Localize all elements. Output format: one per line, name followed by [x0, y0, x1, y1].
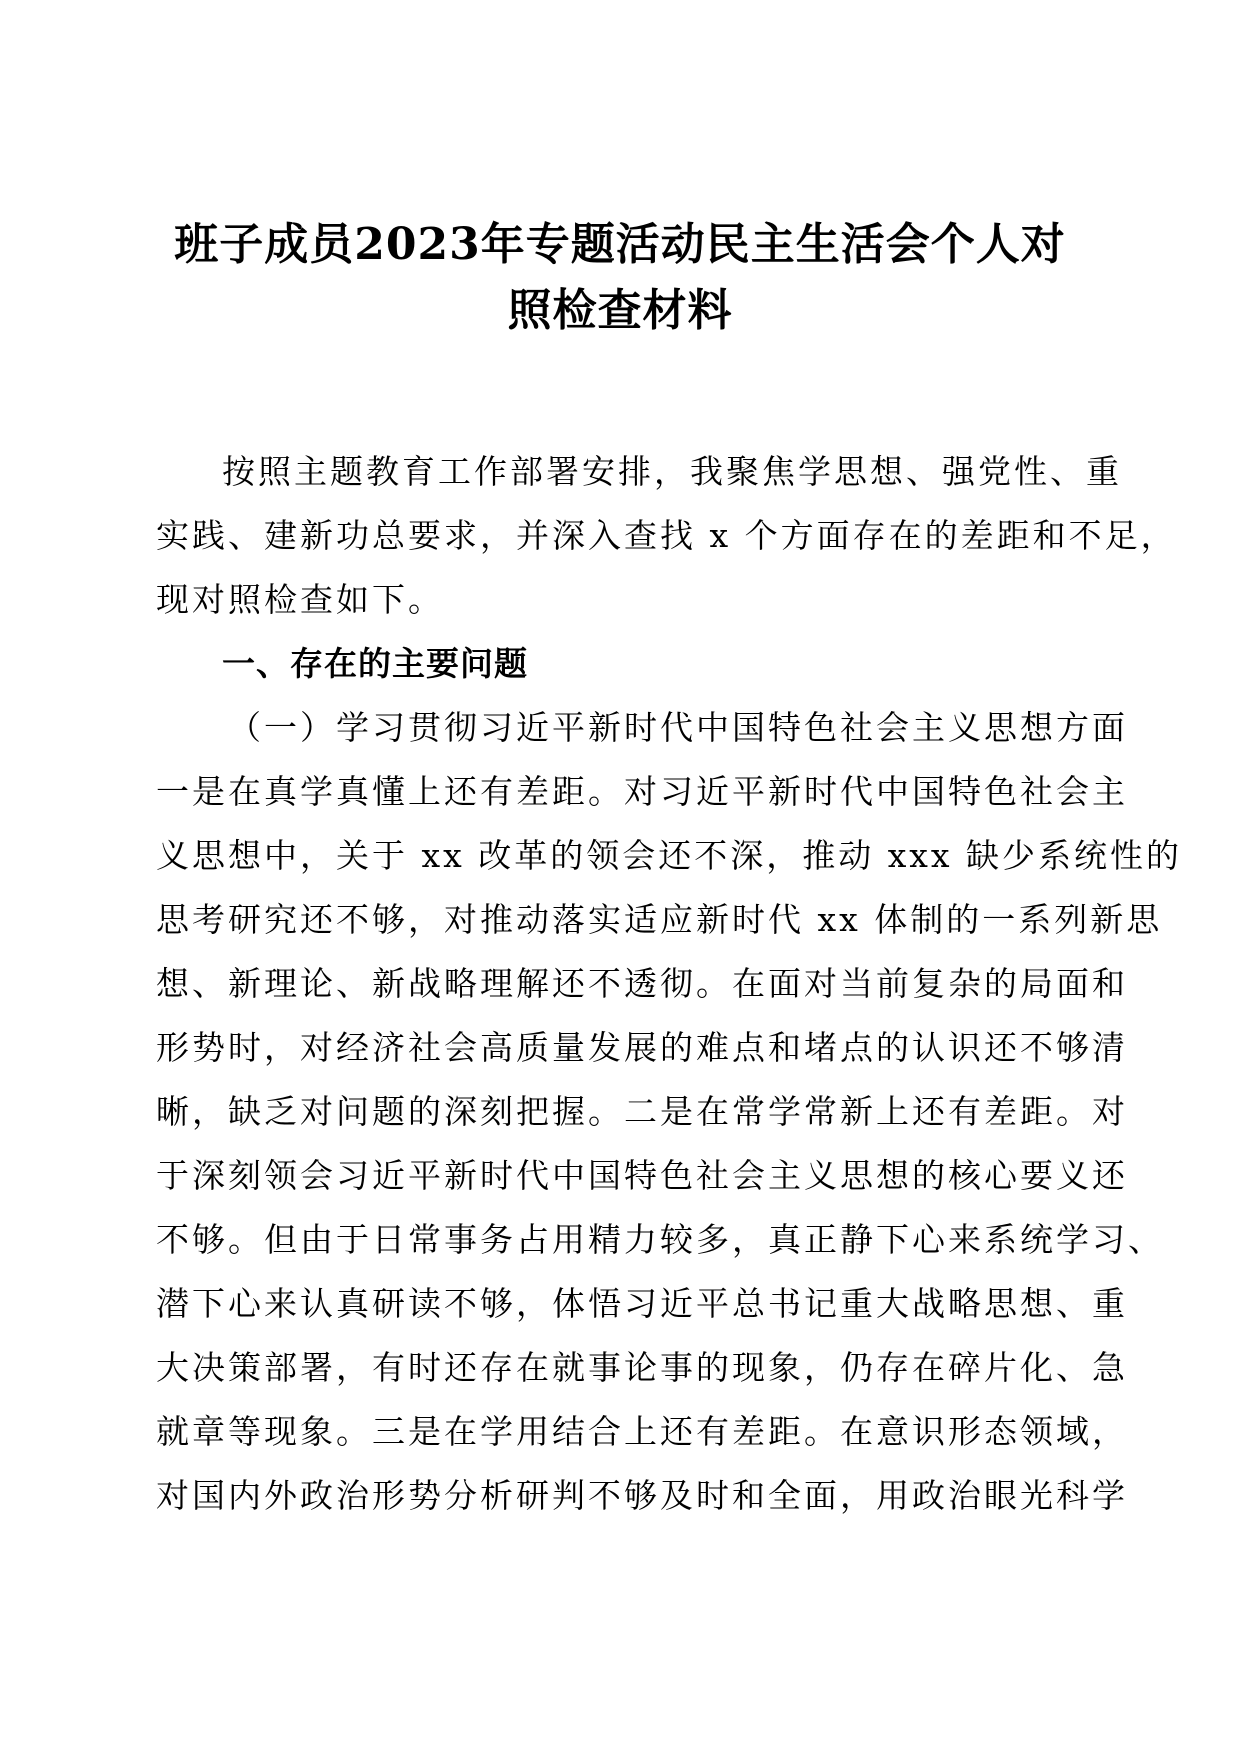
title-line-1: 班子成员2023年专题活动民主生活会个人对 — [174, 219, 1066, 270]
body-line-4: 想、新理论、新战略理解还不透彻。在面对当前复杂的局面和 — [156, 964, 1128, 1003]
body-line-11: 就章等现象。三是在学用结合上还有差距。在意识形态领域， — [156, 1412, 1128, 1451]
body-line-12: 对国内外政治形势分析研判不够及时和全面，用政治眼光科学 — [156, 1476, 1128, 1515]
body-line-3: 思考研究还不够，对推动落实适应新时代 xx 体制的一系列新思 — [156, 900, 1163, 939]
body-line-6: 晰，缺乏对问题的深刻把握。二是在常学常新上还有差距。对 — [156, 1092, 1128, 1131]
document-title — [140, 212, 1100, 344]
intro-line-3: 现对照检查如下。 — [156, 580, 444, 619]
body-line-10: 大决策部署，有时还存在就事论事的现象，仍存在碎片化、急 — [156, 1348, 1128, 1387]
title-line-2: 照检查材料 — [507, 285, 733, 336]
body-line-1: 一是在真学真懂上还有差距。对习近平新时代中国特色社会主 — [156, 772, 1128, 811]
body-line-5: 形势时，对经济社会高质量发展的难点和堵点的认识还不够清 — [156, 1028, 1128, 1067]
body-line-8: 不够。但由于日常事务占用精力较多，真正静下心来系统学习、 — [156, 1220, 1164, 1259]
body-line-9: 潜下心来认真研读不够，体悟习近平总书记重大战略思想、重 — [156, 1284, 1128, 1323]
sub-heading: （一）学习贯彻习近平新时代中国特色社会主义思想方面 — [228, 708, 1128, 747]
intro-line-1: 按照主题教育工作部署安排，我聚焦学思想、强党性、重 — [222, 452, 1122, 491]
intro-line-2: 实践、建新功总要求，并深入查找 x 个方面存在的差距和不足， — [156, 516, 1177, 555]
section-heading: 一、存在的主要问题 — [222, 644, 528, 683]
body-line-2: 义思想中，关于 xx 改革的领会还不深，推动 xxx 缺少系统性的 — [156, 836, 1183, 875]
body-line-7: 于深刻领会习近平新时代中国特色社会主义思想的核心要义还 — [156, 1156, 1128, 1195]
document-body — [156, 440, 1183, 1528]
